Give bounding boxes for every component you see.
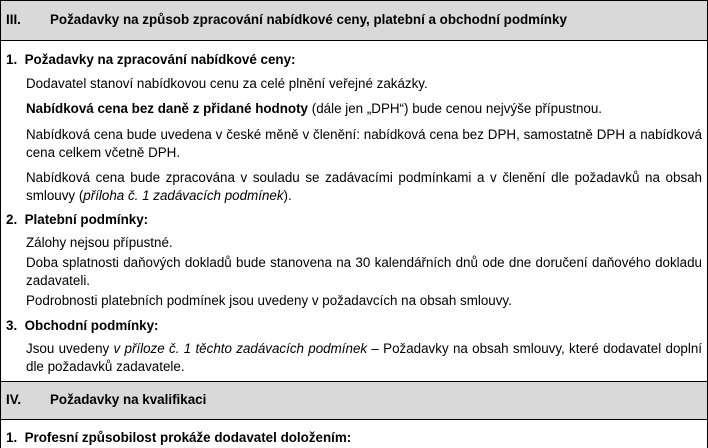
section-iii-body-bottom-border	[0, 381, 708, 382]
item-3-paragraph-1-text: Jsou uvedeny	[26, 341, 114, 356]
section-iii-bottom-border	[0, 40, 708, 41]
item-1-heading: 1. Požadavky na zpracování nabídkové ceny:	[6, 52, 296, 67]
item-1-paragraph-4-italic: příloha č. 1 zadávacích podmínek	[83, 188, 284, 203]
item-3-paragraph-1	[26, 340, 702, 376]
item-1-paragraph-3	[26, 126, 702, 162]
item-1-paragraph-2	[26, 100, 702, 118]
section-iv-bottom-border	[0, 419, 708, 420]
item-2-paragraph-1	[26, 234, 702, 252]
item-3-paragraph-1-rest: – Požadavky na obsah smlouvy, které dodavatel doplní dle požadavků zadavatele.	[26, 341, 702, 374]
item-1-paragraph-4	[26, 169, 702, 205]
item-1-paragraph-4-text: Nabídková cena bude zpracována v souladu se zadávacími podmínkami a v členění dle požadavků na obsah smlouvy (	[26, 170, 702, 203]
section-iv-number: IV.	[6, 392, 22, 407]
item-1-paragraph-1-text: Dodavatel stanoví nabídkovou cenu za celé plnění veřejné zakázky.	[26, 76, 428, 91]
item-1-paragraph-2-bold: Nabídková cena bez daně z přidané hodnoty	[26, 101, 309, 116]
item-3-heading: 3. Obchodní podmínky:	[6, 318, 159, 333]
item-2-paragraph-3-text: Podrobnosti platebních podmínek jsou uvedeny v požadavcích na obsah smlouvy.	[26, 293, 512, 308]
item-1-paragraph-3-text: Nabídková cena bude uvedena v české měně v členění: nabídková cena bez DPH, samostatně DPH a nabídková cena celkem včetně DPH.	[26, 127, 702, 160]
item-1-paragraph-1	[26, 75, 702, 93]
item-2-paragraph-2-text: Doba splatnosti daňových dokladů bude stanovena na 30 kalendářních dnů ode dne doručení daňového dokladu zadavateli.	[26, 255, 702, 288]
item-2-paragraph-2	[26, 254, 702, 290]
item-1-paragraph-2-rest: (dále jen „DPH“) bude cenou nejvýše přípustnou.	[308, 101, 603, 116]
section-iv-title: Požadavky na kvalifikaci	[50, 392, 207, 407]
section-iii-title: Požadavky na způsob zpracování nabídkové ceny, platební a obchodní podmínky	[50, 12, 567, 27]
item-2-heading: 2. Platební podmínky:	[6, 212, 149, 227]
item-3-paragraph-1-italic: v příloze č. 1 těchto zadávacích podmínek	[113, 341, 368, 356]
top-border	[0, 0, 708, 1]
section-iii-number: III.	[6, 12, 21, 27]
item-2-paragraph-1-text: Zálohy nejsou přípustné.	[26, 235, 173, 250]
section-iv-item-1-heading: 1. Profesní způsobilost prokáže dodavatel doložením:	[6, 430, 352, 445]
item-2-paragraph-3	[26, 292, 702, 310]
item-1-paragraph-4-end: ).	[283, 188, 292, 203]
